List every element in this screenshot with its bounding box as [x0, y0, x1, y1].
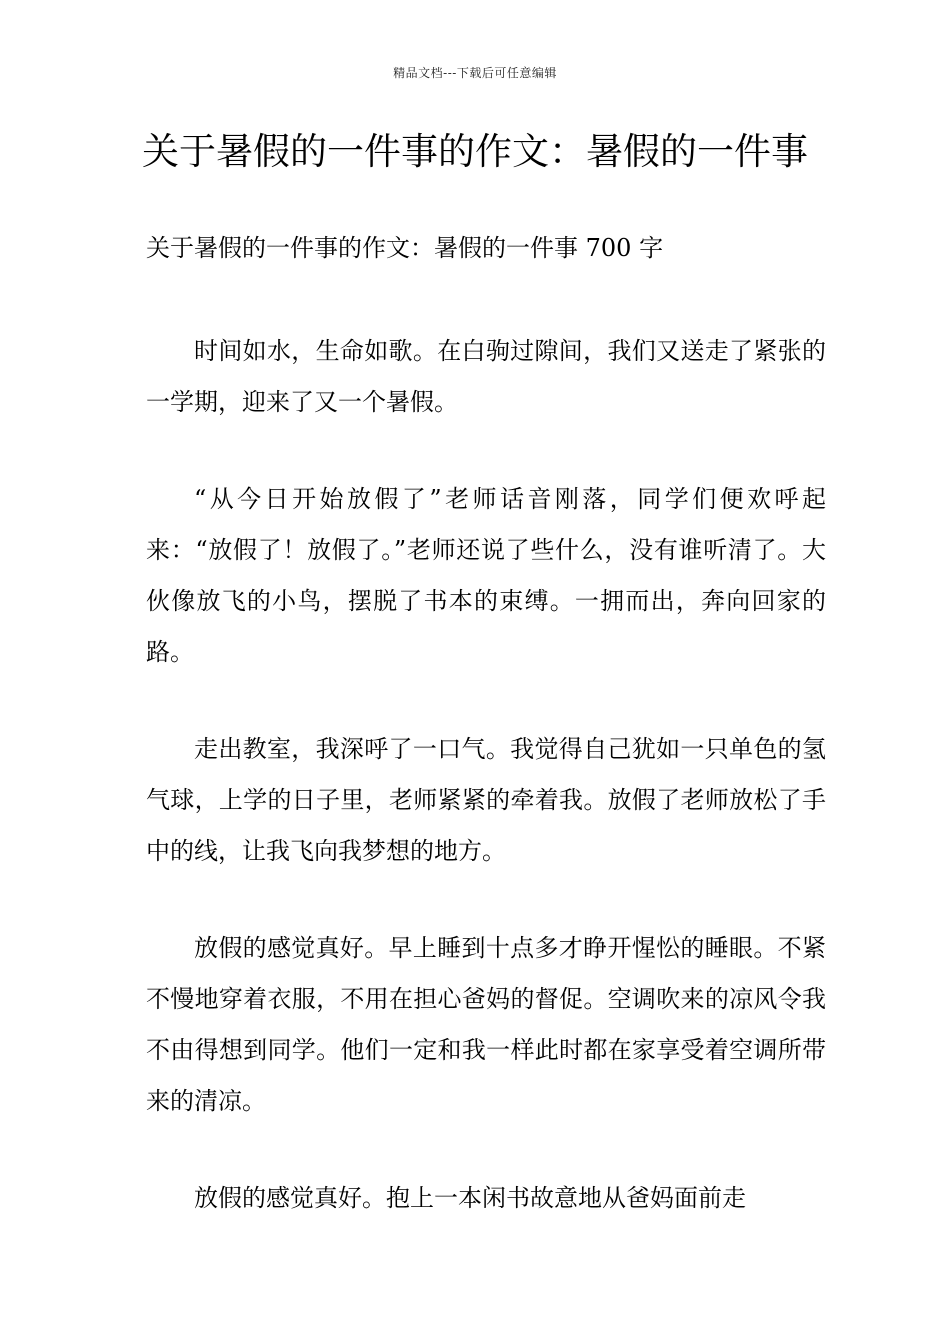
- paragraph: 时间如水，生命如歌。在白驹过隙间，我们又送走了紧张的一学期，迎来了又一个暑假。: [146, 337, 826, 416]
- paragraph: 放假的感觉真好。早上睡到十点多才睁开惺忪的睡眼。不紧不慢地穿着衣服，不用在担心爸妈的督促。空调吹来的凉风令我不由得想到同学。他们一定和我一样此时都在家享受着空调所带来的清凉。: [146, 934, 826, 1115]
- paragraph: “从今日开始放假了”老师话音刚落，同学们便欢呼起来：“放假了！放假了。”老师还说了些什么，没有谁听清了。大伙像放飞的小鸟，摆脱了书本的束缚。一拥而出，奔向回家的路。: [146, 485, 826, 666]
- paragraph: 放假的感觉真好。抱上一本闲书故意地从爸妈面前走: [194, 1184, 746, 1212]
- document-subtitle: 关于暑假的一件事的作文：暑假的一件事 700 字: [146, 234, 664, 262]
- document-title: 关于暑假的一件事的作文：暑假的一件事: [142, 130, 808, 173]
- paragraph: 走出教室，我深呼了一口气。我觉得自己犹如一只单色的氢气球，上学的日子里，老师紧紧的牵着我。放假了老师放松了手中的线，让我飞向我梦想的地方。: [146, 735, 826, 865]
- header-note: 精品文档---下载后可任意编辑: [393, 66, 557, 80]
- document-body: [146, 326, 826, 1270]
